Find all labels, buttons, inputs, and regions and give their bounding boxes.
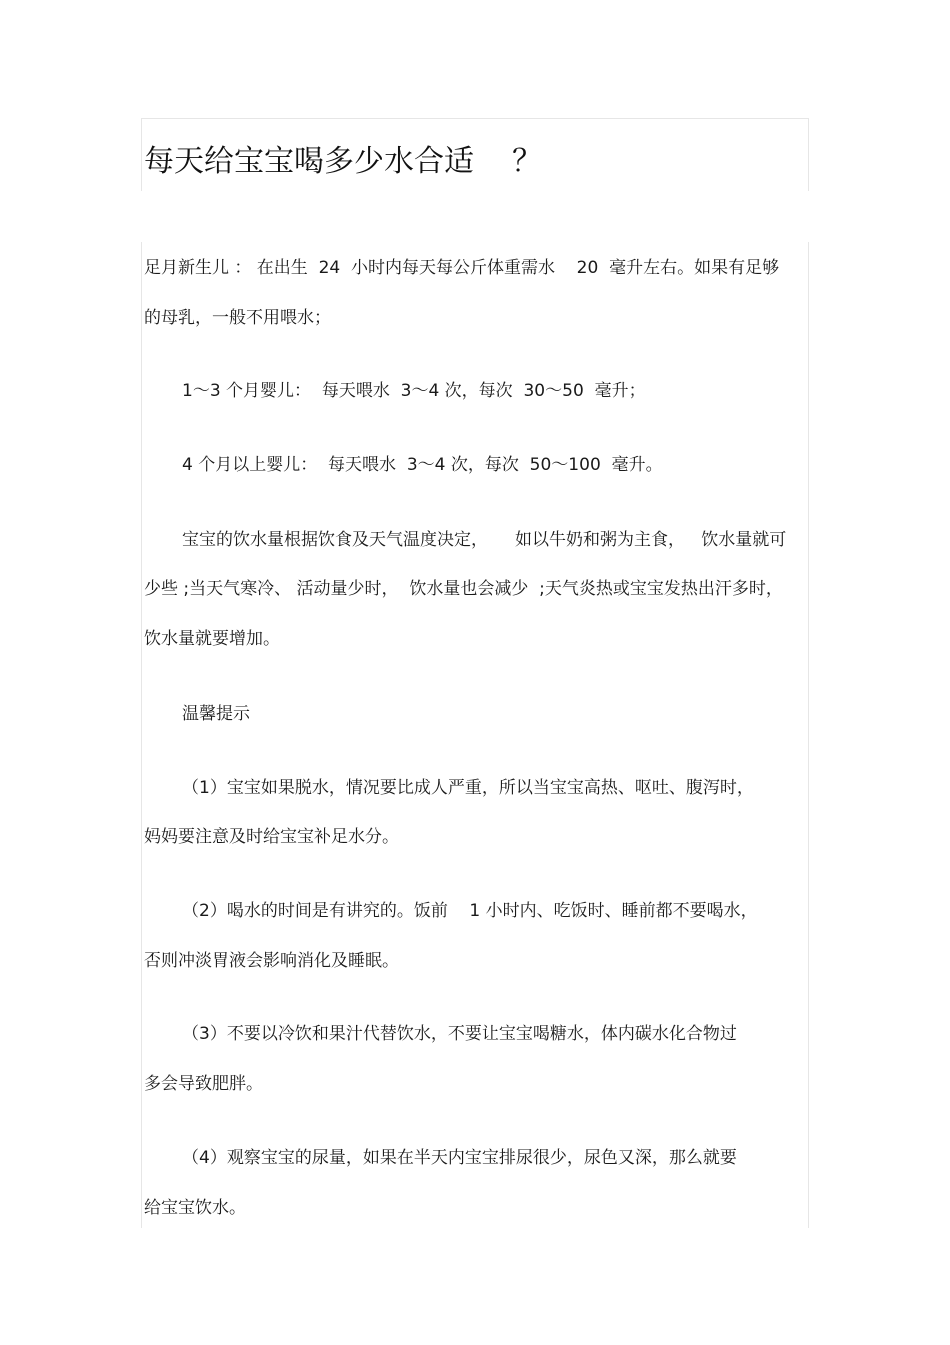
paragraph-line: 少些 ;当天气寒冷、 活动量少时， 饮水量也会减少 ;天气炎热或宝宝发热出汗多时，	[144, 579, 783, 599]
paragraph-line: 4 个月以上婴儿： 每天喂水 3～4 次，每次 50～100 毫升。	[182, 455, 663, 475]
document-title: 每天给宝宝喝多少水合适 ？	[144, 144, 543, 179]
paragraph-line: 宝宝的饮水量根据饮食及天气温度决定， 如以牛奶和粥为主食， 饮水量就可	[182, 530, 787, 550]
paragraph-line: （3）不要以冷饮和果汁代替饮水，不要让宝宝喝糖水，体内碳水化合物过	[182, 1024, 737, 1044]
paragraph-line: 妈妈要注意及时给宝宝补足水分。	[144, 827, 399, 847]
paragraph-line: （4）观察宝宝的尿量，如果在半天内宝宝排尿很少，尿色又深，那么就要	[182, 1148, 737, 1168]
paragraph-line: （2）喝水的时间是有讲究的。饭前 1 小时内、吃饭时、睡前都不要喝水，	[182, 901, 758, 921]
paragraph-line: 足月新生儿 ： 在出生 24 小时内每天每公斤体重需水 20 毫升左右。如果有足够	[144, 258, 780, 278]
paragraph-line: 否则冲淡胃液会影响消化及睡眠。	[144, 951, 399, 971]
paragraph-line: 给宝宝饮水。	[144, 1198, 246, 1218]
paragraph-line: 的母乳，一般不用喂水；	[144, 308, 331, 328]
paragraph-line: （1）宝宝如果脱水，情况要比成人严重，所以当宝宝高热、呕吐、腹泻时，	[182, 778, 754, 798]
paragraph-line: 1～3 个月婴儿： 每天喂水 3～4 次，每次 30～50 毫升；	[182, 381, 646, 401]
paragraph-line: 多会导致肥胖。	[144, 1074, 263, 1094]
section-heading: 温馨提示	[182, 704, 250, 724]
paragraph-line: 饮水量就要增加。	[144, 629, 280, 649]
